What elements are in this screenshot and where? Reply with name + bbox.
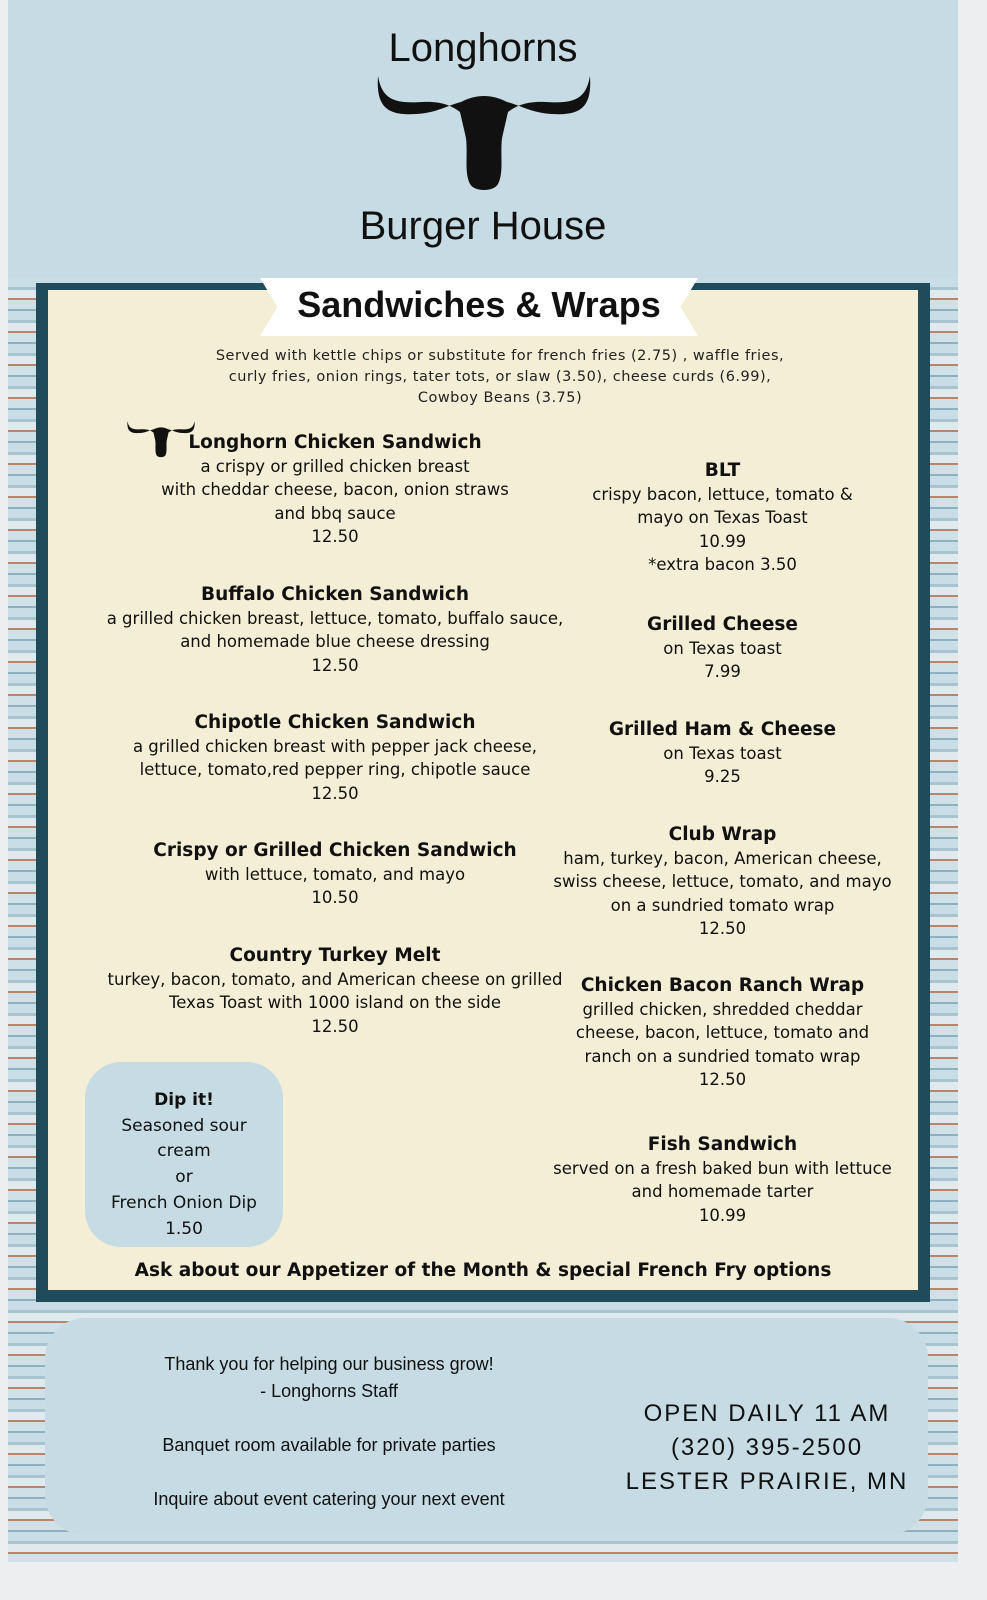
menu-item [90,431,580,549]
item-name: Grilled Cheese [647,614,798,635]
catering-text: Inquire about event catering your next event [153,1489,505,1509]
item-name: Fish Sandwich [647,1134,798,1155]
item-description: on a sundried tomato wrap [610,895,835,915]
header-panel [8,0,958,280]
item-description: and bbq sauce [274,503,396,523]
ask-note: Ask about our Appetizer of the Month & special French Fry options [134,1260,832,1281]
item-description: with cheddar cheese, bacon, onion straws [161,480,509,500]
item-price: 10.99 [698,531,747,551]
item-price: 12.50 [698,919,747,939]
item-description: ranch on a sundried tomato wrap [584,1046,861,1066]
item-name: BLT [704,460,741,481]
item-name: Chicken Bacon Ranch Wrap [580,975,865,996]
item-price: 7.99 [704,662,741,682]
menu-item [90,944,580,1038]
item-description: on Texas toast [663,743,782,763]
dip-title: Dip it! [154,1090,214,1110]
item-description: a grilled chicken breast with pepper jack cheese, [132,736,538,756]
item-description: served on a fresh baked bun with lettuce [553,1158,892,1178]
item-price: 10.50 [311,888,359,908]
item-description: a crispy or grilled chicken breast [200,456,470,476]
menu-item [540,974,905,1092]
item-price: 12.50 [311,1016,359,1036]
item-description: Texas Toast with 1000 island on the side [168,993,502,1013]
item-description: with lettuce, tomato, and mayo [204,864,466,884]
item-price: 9.25 [704,767,741,787]
brand-subtitle: Burger House [359,204,607,248]
menu-item [90,839,580,910]
menu-item [540,1133,905,1227]
item-name: Grilled Ham & Cheese [608,719,837,740]
item-name: Country Turkey Melt [229,945,441,966]
thanks-text: Thank you for helping our business grow! [164,1354,494,1374]
phone-text: (320) 395-2500 [670,1434,864,1461]
item-description: a grilled chicken breast, lettuce, tomato, buffalo sauce, [106,608,564,628]
item-price: 12.50 [311,527,359,547]
menu-item [540,613,905,684]
banquet-text: Banquet room available for private parties [162,1435,496,1455]
item-name: Club Wrap [668,824,777,845]
dip-line: cream [157,1141,211,1162]
item-price: 12.50 [311,783,359,803]
dip-line: French Onion Dip [111,1192,257,1213]
dip-price: 1.50 [165,1218,203,1239]
section-title: Sandwiches & Wraps [297,284,661,325]
item-price: 12.50 [698,1070,747,1090]
menu-item [540,823,905,941]
item-price: 10.99 [698,1205,747,1225]
item-description: lettuce, tomato,red pepper ring, chipotle sauce [139,760,531,780]
signoff-text: - Longhorns Staff [260,1381,398,1401]
item-name: Crispy or Grilled Chicken Sandwich [153,840,517,861]
item-name: Longhorn Chicken Sandwich [188,432,482,453]
longhorn-skull-icon [376,76,592,196]
item-description: and homemade tarter [631,1182,814,1202]
item-extra: *extra bacon 3.50 [648,555,797,575]
item-description: on Texas toast [663,638,782,658]
dip-line: Seasoned sour [121,1115,247,1136]
item-description: ham, turkey, bacon, American cheese, [563,848,882,868]
menu-item [90,711,580,805]
item-description: grilled chicken, shredded cheddar [582,999,863,1019]
item-description: and homemade blue cheese dressing [180,632,490,652]
item-price: 12.50 [311,655,359,675]
item-description: crispy bacon, lettuce, tomato & [592,484,853,504]
item-description: turkey, bacon, tomato, and American cheese on grilled [107,969,563,989]
hours-text: OPEN DAILY 11 AM [643,1400,891,1427]
dip-line: or [175,1167,193,1188]
location-text: LESTER PRAIRIE, MN [625,1468,909,1495]
item-description: cheese, bacon, lettuce, tomato and [575,1023,870,1043]
sides-intro: Served with kettle chips or substitute for french fries (2.75) , waffle fries, curly fries, onion rings, tater tots, or slaw (3.50), cheese curds (6.99), Cowboy Beans (3.75) [215,348,785,406]
menu-item [540,718,905,789]
item-name: Buffalo Chicken Sandwich [200,584,470,605]
dip-callout [85,1062,283,1247]
footer-panel [45,1318,928,1535]
menu-item [540,459,905,577]
menu-item [90,583,580,677]
item-description: swiss cheese, lettuce, tomato, and mayo [553,872,892,892]
brand-name: Longhorns [388,26,578,70]
item-name: Chipotle Chicken Sandwich [194,712,476,733]
item-description: mayo on Texas Toast [637,508,808,528]
